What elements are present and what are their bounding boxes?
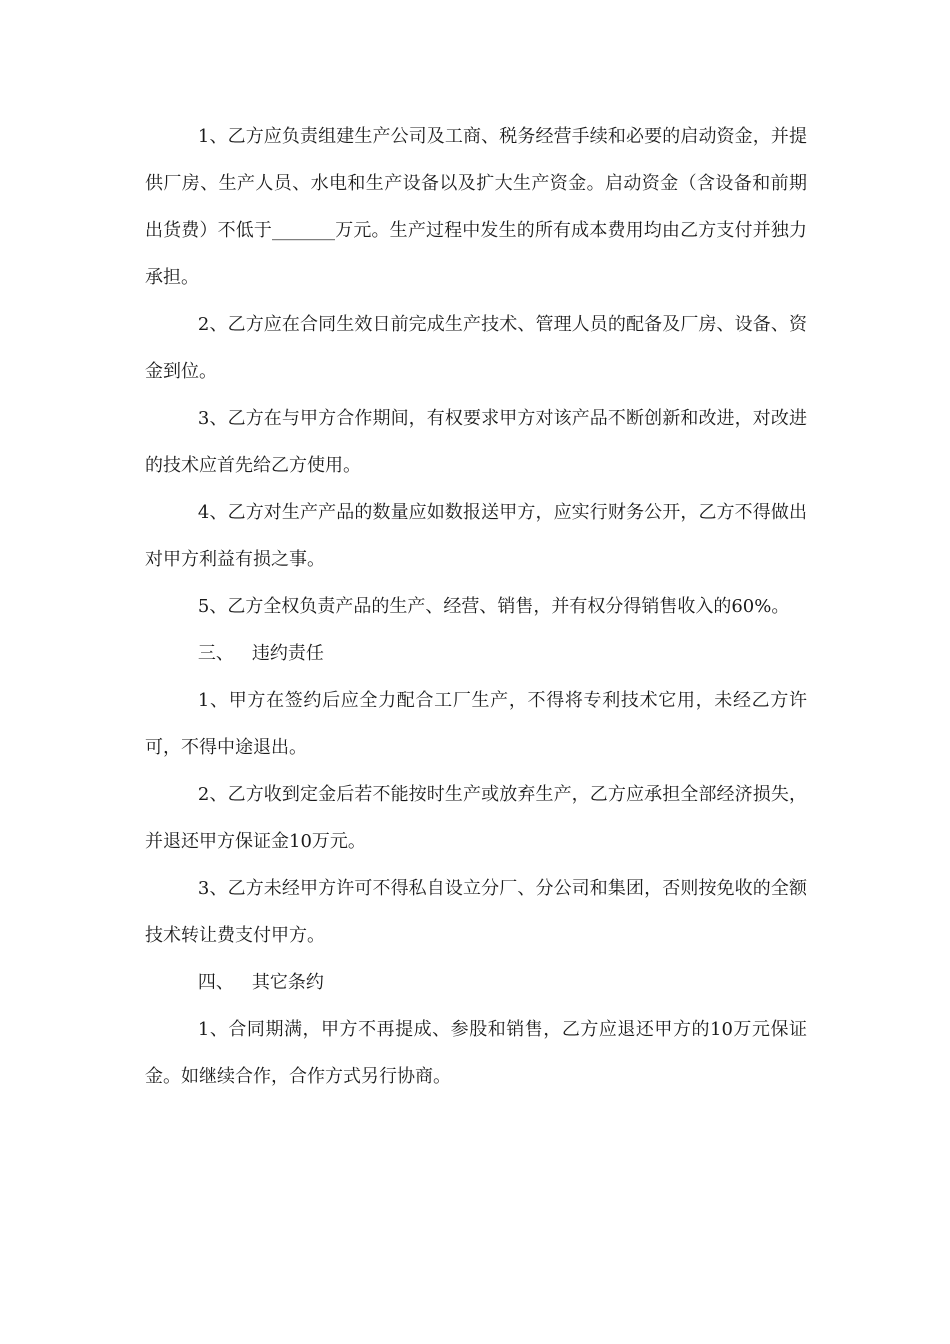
document-body <box>145 113 807 1100</box>
section-number: 三、 <box>197 643 234 664</box>
clause-4-1: 1、合同期满，甲方不再提成、参股和销售，乙方应退还甲方的10万元保证金。如继续合作，合作方式另行协商。 <box>145 1019 807 1087</box>
section-heading-3 <box>145 630 807 677</box>
clause-3-3: 3、乙方未经甲方许可不得私自设立分厂、分公司和集团，否则按免收的全额技术转让费支付甲方。 <box>145 878 807 946</box>
clause-2-4: 4、乙方对生产产品的数量应如数报送甲方，应实行财务公开，乙方不得做出对甲方利益有损之事。 <box>145 502 807 570</box>
clause-2-2: 2、乙方应在合同生效日前完成生产技术、管理人员的配备及厂房、设备、资金到位。 <box>145 314 807 382</box>
section-heading-4 <box>145 959 807 1006</box>
clause-2-3: 3、乙方在与甲方合作期间，有权要求甲方对该产品不断创新和改进，对改进的技术应首先给乙方使用。 <box>145 408 807 476</box>
clause-3-1: 1、甲方在签约后应全力配合工厂生产，不得将专利技术它用，未经乙方许可，不得中途退出。 <box>145 690 807 758</box>
clause-2-1: 1、乙方应负责组建生产公司及工商、税务经营手续和必要的启动资金，并提供厂房、生产人员、水电和生产设备以及扩大生产资金。启动资金（含设备和前期出货费）不低于_______万元。生产过程中发生的所有成本费用均由乙方支付并独力承担。 <box>145 126 807 288</box>
section-number: 四、 <box>197 972 234 993</box>
section-title: 其它条约 <box>251 972 324 993</box>
clause-2-5: 5、乙方全权负责产品的生产、经营、销售，并有权分得销售收入的60%。 <box>197 596 790 617</box>
section-title: 违约责任 <box>251 643 324 664</box>
clause-3-2: 2、乙方收到定金后若不能按时生产或放弃生产，乙方应承担全部经济损失，并退还甲方保证金10万元。 <box>145 784 807 852</box>
